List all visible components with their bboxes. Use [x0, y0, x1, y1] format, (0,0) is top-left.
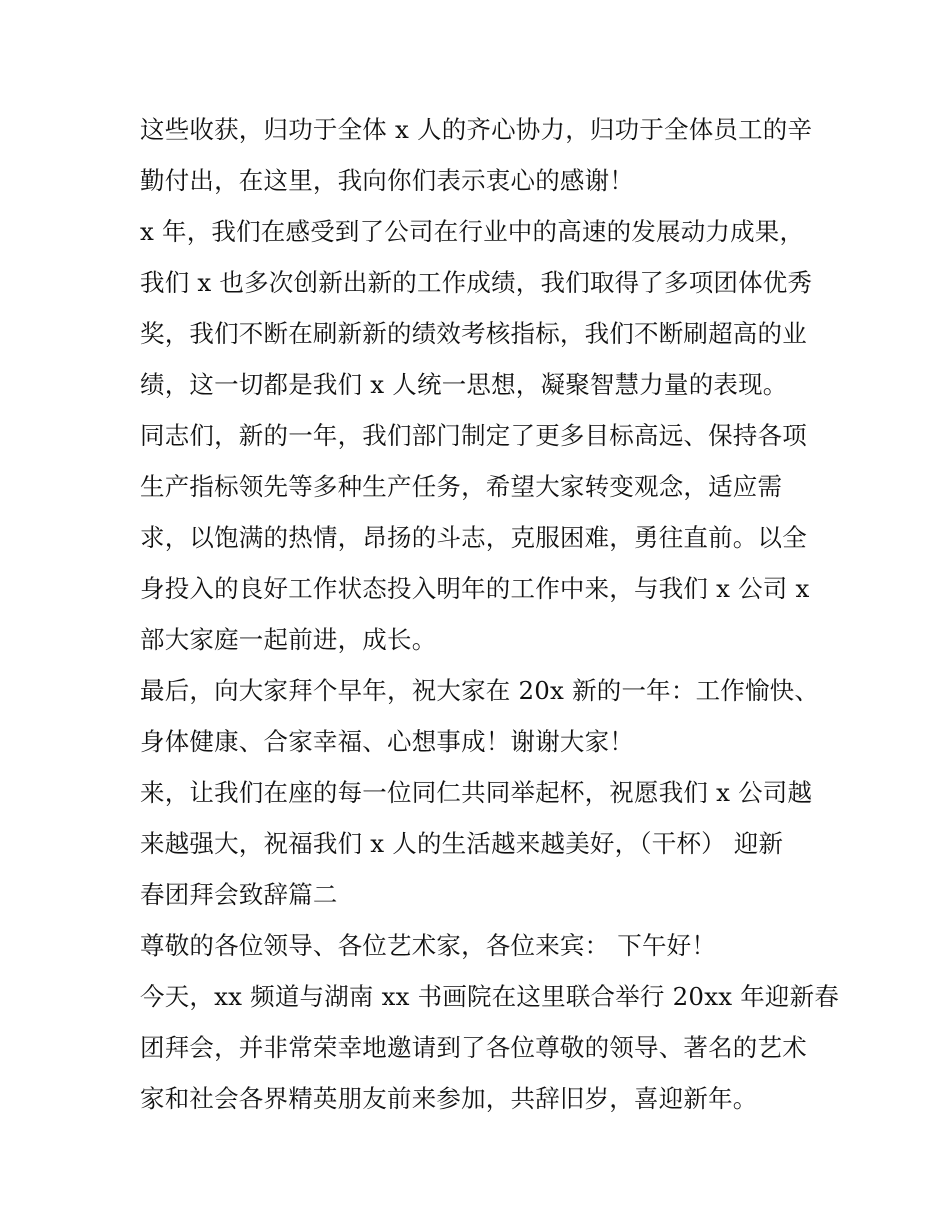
section-title: 春团拜会致辞篇二 [140, 880, 338, 909]
text-line: 奖，我们不断在刷新新的绩效考核指标，我们不断刷超高的业 [140, 319, 807, 348]
text-line: 今天，xx 频道与湖南 xx 书画院在这里联合举行 20xx 年迎新春 [140, 982, 840, 1011]
text-line: 同志们，新的一年，我们部门制定了更多目标高远、保持各项 [140, 421, 807, 450]
text-line: 这些收获，归功于全体 x 人的齐心协力，归功于全体员工的辛 [140, 115, 813, 144]
text-line: 身投入的良好工作状态投入明年的工作中来，与我们 x 公司 x [140, 574, 810, 603]
text-line: 绩，这一切都是我们 x 人统一思想，凝聚智慧力量的表现。 [140, 370, 788, 399]
text-line: 生产指标领先等多种生产任务，希望大家转变观念，适应需 [140, 472, 783, 501]
text-line: 来越强大，祝福我们 x 人的生活越来越美好，（干杯） 迎新 [140, 829, 784, 858]
text-line: 尊敬的各位领导、各位艺术家，各位来宾： 下午好！ [140, 931, 717, 960]
text-line: 勤付出，在这里，我向你们表示衷心的感谢！ [140, 166, 634, 195]
text-line: 来，让我们在座的每一位同仁共同举起杯，祝愿我们 x 公司越 [140, 778, 813, 807]
text-line: 家和社会各界精英朋友前来参加，共辞旧岁，喜迎新年。 [140, 1084, 758, 1113]
text-line: 部大家庭一起前进，成长。 [140, 625, 437, 654]
text-line: 最后，向大家拜个早年，祝大家在 20x 新的一年：工作愉快、 [140, 676, 820, 705]
text-line: 身体健康、合家幸福、心想事成！谢谢大家！ [140, 727, 634, 756]
text-line: 团拜会，并非常荣幸地邀请到了各位尊敬的领导、著名的艺术 [140, 1033, 807, 1062]
text-line: x 年，我们在感受到了公司在行业中的高速的发展动力成果， [140, 217, 805, 246]
document-body [140, 104, 840, 1124]
text-line: 我们 x 也多次创新出新的工作成绩，我们取得了多项团体优秀 [140, 268, 813, 297]
text-line: 求，以饱满的热情，昂扬的斗志，克服困难，勇往直前。以全 [140, 523, 807, 552]
